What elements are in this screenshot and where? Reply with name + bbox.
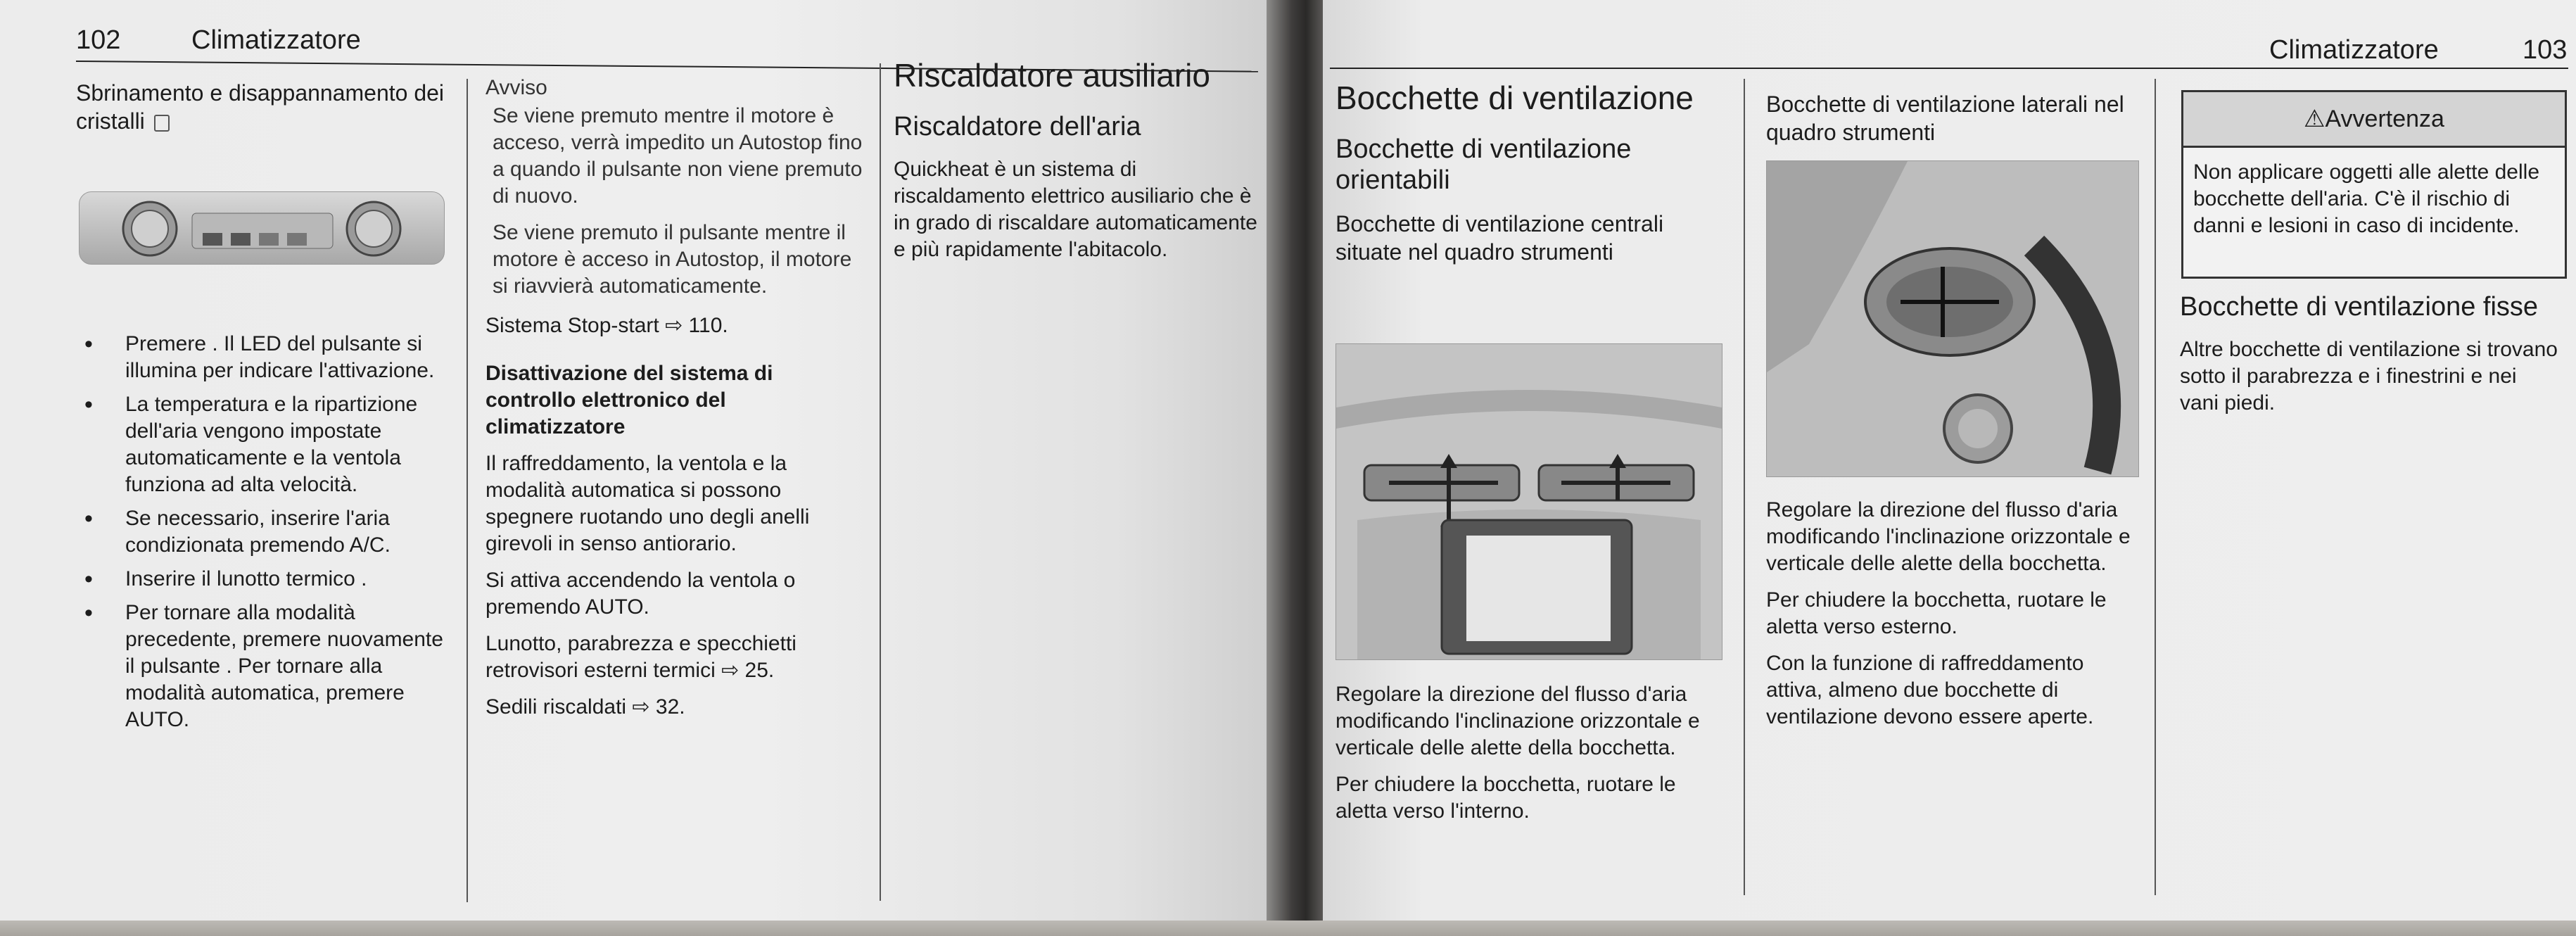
subsection-heading: Riscaldatore dell'aria	[894, 112, 1141, 141]
right-page	[1323, 0, 2576, 936]
left-col-1-list	[76, 331, 449, 740]
body-paragraph: Lunotto, parabrezza e specchietti retrovisori esterni termici ⇨ 25.	[486, 632, 797, 682]
list-item: • Premere . Il LED del pulsante si illumina per indicare l'attivazione.	[76, 331, 449, 384]
section-heading: Riscaldatore ausiliario	[894, 57, 1210, 94]
subsection-heading: Disattivazione del sistema di controllo elettronico del climatizzatore	[486, 362, 773, 438]
left-col-2	[486, 75, 865, 731]
instruction-list	[76, 331, 449, 733]
subsection-heading: Bocchette di ventilazione orientabili	[1335, 134, 1632, 195]
central-vents-drawing	[1336, 344, 1722, 659]
body-paragraph: Regolare la direzione del flusso d'aria modificando l'inclinazione orizzontale e verticale delle alette della bocchetta.	[1335, 683, 1700, 759]
warning-title: ⚠Avvertenza	[2183, 92, 2565, 148]
section-heading: Bocchette di ventilazione	[1335, 80, 1694, 116]
chapter-title: Climatizzatore	[2269, 35, 2439, 65]
warning-text: Non applicare oggetti alle alette delle bocchette dell'aria. C'è il rischio di danni e lesioni in caso di incidente.	[2193, 160, 2539, 237]
right-col-2-text	[1766, 497, 2139, 740]
body-paragraph: Con la funzione di raffreddamento attiva, almeno due bocchette di ventilazione devono essere aperte.	[1766, 652, 2094, 728]
list-item: • La temperatura e la ripartizione dell'aria vengono impostate automaticamente e la ventola funziona ad alta velocità.	[76, 391, 449, 498]
list-item: • Inserire il lunotto termico .	[76, 566, 449, 593]
column-divider	[2155, 79, 2156, 895]
page-number: 103	[2523, 35, 2568, 65]
cross-reference: Sistema Stop-start ⇨ 110.	[486, 314, 728, 337]
column-divider	[467, 79, 468, 902]
climate-panel-drawing	[80, 192, 444, 264]
right-col-1-text	[1335, 681, 1730, 835]
page-number: 102	[76, 25, 121, 55]
note-title: Avviso	[486, 76, 547, 99]
chapter-title: Climatizzatore	[191, 25, 361, 55]
note-paragraph: Se viene premuto mentre il motore è acceso, verrà impedito un Autostop fino a quando il pulsante non viene premuto di nuovo.	[493, 104, 863, 208]
list-item: • Se necessario, inserire l'aria condizionata premendo A/C.	[76, 505, 449, 559]
header-rule	[1330, 68, 2568, 69]
body-paragraph: Per chiudere la bocchetta, ruotare le aletta verso l'interno.	[1335, 773, 1676, 823]
body-paragraph: Regolare la direzione del flusso d'aria modificando l'inclinazione orizzontale e verticale delle alette della bocchetta.	[1766, 498, 2131, 575]
note-paragraph: Se viene premuto il pulsante mentre il motore è acceso in Autostop, il motore si riavvierà automaticamente.	[493, 221, 852, 298]
body-paragraph: Per chiudere la bocchetta, ruotare le aletta verso esterno.	[1766, 588, 2107, 638]
warning-box	[2181, 90, 2567, 279]
side-vent-illustration	[1766, 160, 2139, 477]
section-heading	[76, 79, 449, 135]
right-col-1	[1335, 79, 1730, 276]
left-page	[0, 0, 1267, 936]
defrost-max-icon	[154, 115, 170, 132]
body-paragraph: Il raffreddamento, la ventola e la modalità automatica si possono spegnere ruotando uno degli anelli girevoli in senso antiorario.	[486, 452, 810, 555]
page-bottom-edge	[0, 921, 2576, 936]
column-divider	[880, 63, 881, 901]
body-paragraph: Si attiva accendendo la ventola o premendo AUTO.	[486, 569, 796, 619]
body-paragraph: Sedili riscaldati ⇨ 32.	[486, 695, 685, 719]
body-paragraph: Quickheat è un sistema di riscaldamento elettrico ausiliario che è in grado di riscaldare automaticamente e più rapidamente l'abitacolo.	[894, 158, 1257, 261]
climate-panel-illustration	[79, 191, 445, 265]
column-divider	[1744, 79, 1745, 895]
side-vent-drawing	[1767, 161, 2138, 476]
right-col-2	[1766, 90, 2139, 156]
right-col-3	[2180, 291, 2560, 426]
body-paragraph: Altre bocchette di ventilazione si trovano sotto il parabrezza e i finestrini e nei vani piedi.	[2180, 338, 2558, 415]
book-spine	[1267, 0, 1323, 936]
list-item: • Per tornare alla modalità precedente, premere nuovamente il pulsante . Per tornare alla modalità automatica, premere AUTO.	[76, 600, 449, 733]
section-heading: Bocchette di ventilazione laterali nel quadro strumenti	[1766, 91, 2124, 145]
note-box	[486, 75, 865, 300]
subsubsection-heading: Bocchette di ventilazione centrali situate nel quadro strumenti	[1335, 211, 1664, 265]
section-heading-text: Sbrinamento e disappannamento dei cristalli	[76, 80, 445, 134]
central-vents-illustration	[1335, 343, 1722, 660]
section-heading: Bocchette di ventilazione fisse	[2180, 292, 2539, 322]
left-col-3	[894, 56, 1263, 273]
left-col-1	[76, 79, 449, 145]
